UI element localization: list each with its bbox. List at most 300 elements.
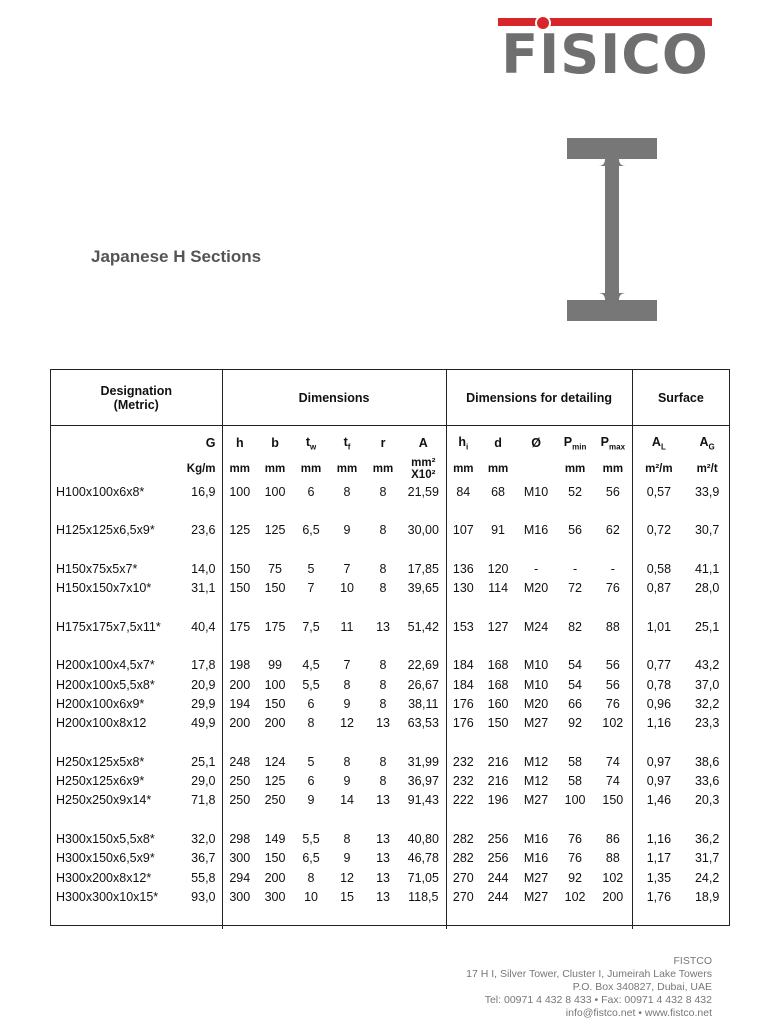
empty-cell xyxy=(480,501,516,520)
value-cell: M27 xyxy=(523,716,549,731)
empty-cell xyxy=(257,907,293,929)
empty-cell xyxy=(685,540,729,559)
footer-line: 17 H I, Silver Tower, Cluster I, Jumeirah Lake Towers xyxy=(466,968,712,980)
value-cell: 56 xyxy=(605,658,620,673)
symbol-cell xyxy=(257,426,293,457)
table-row xyxy=(51,578,729,597)
value-cell: 8 xyxy=(379,658,387,673)
empty-cell xyxy=(685,907,729,929)
unit-text: mm² xyxy=(411,457,436,469)
value-cell: 36,7 xyxy=(191,851,216,866)
value-cell: M12 xyxy=(523,754,549,769)
unit-text: m²/t xyxy=(696,463,718,475)
value-cell: 200 xyxy=(264,716,286,731)
value-cell: 74 xyxy=(605,774,620,789)
value-cell: 66 xyxy=(568,696,583,711)
value-cell: M12 xyxy=(523,774,549,789)
unit-cell xyxy=(222,456,257,482)
empty-cell xyxy=(446,636,480,655)
symbol-subscript: i xyxy=(466,442,469,452)
designation-cell: H200x100x4,5x7* xyxy=(56,658,155,673)
value-cell: 1,17 xyxy=(632,849,685,868)
value-cell: 196 xyxy=(487,793,509,808)
empty-cell xyxy=(365,733,401,752)
empty-cell xyxy=(446,810,480,829)
empty-cell xyxy=(685,501,729,520)
value-cell: 7 xyxy=(307,581,315,596)
designation-cell: H125x125x6,5x9* xyxy=(56,523,155,538)
symbol-subscript: max xyxy=(609,442,626,452)
empty-cell xyxy=(222,907,257,929)
value-cell: 8 xyxy=(343,831,351,846)
symbol-text: A xyxy=(699,434,709,449)
value-cell: 39,65 xyxy=(407,581,439,596)
empty-cell xyxy=(365,598,401,617)
value-cell: 1,76 xyxy=(632,887,685,906)
empty-cell xyxy=(51,540,168,559)
empty-cell xyxy=(685,598,729,617)
empty-cell xyxy=(556,810,594,829)
value-cell: 150 xyxy=(264,581,286,596)
value-cell: 36,2 xyxy=(694,831,720,846)
value-cell: 102 xyxy=(602,716,624,731)
value-cell: 33,6 xyxy=(694,774,720,789)
value-cell: 23,3 xyxy=(694,716,720,731)
value-cell: 0,72 xyxy=(632,521,685,540)
symbol-text: b xyxy=(271,436,279,450)
designation-cell: H250x125x5x8* xyxy=(56,754,145,769)
value-cell: 24,2 xyxy=(694,870,720,885)
value-cell: 14 xyxy=(340,793,354,808)
value-cell: 8 xyxy=(379,561,387,576)
empty-cell xyxy=(168,810,222,829)
unit-text: mm xyxy=(264,463,286,475)
empty-cell xyxy=(594,733,632,752)
value-cell: 13 xyxy=(376,619,390,634)
value-cell: 232 xyxy=(446,771,480,790)
empty-cell xyxy=(556,540,594,559)
value-cell: 114 xyxy=(488,581,509,596)
value-cell: 56 xyxy=(605,677,620,692)
spacer-row xyxy=(51,598,729,617)
value-cell: 12 xyxy=(340,716,354,731)
empty-cell xyxy=(632,733,685,752)
unit-text: mm xyxy=(487,463,509,475)
value-cell: 5,5 xyxy=(302,677,320,692)
empty-cell xyxy=(446,540,480,559)
value-cell: 20,3 xyxy=(694,793,720,808)
empty-cell xyxy=(516,733,556,752)
value-cell: 107 xyxy=(446,521,480,540)
value-cell: 93,0 xyxy=(191,889,216,904)
empty-cell xyxy=(293,540,329,559)
empty-cell xyxy=(168,733,222,752)
table-row xyxy=(51,829,729,848)
empty-cell xyxy=(401,636,446,655)
table-row xyxy=(51,791,729,810)
empty-cell xyxy=(516,810,556,829)
value-cell: 10 xyxy=(340,581,354,596)
value-cell: 9 xyxy=(343,774,351,789)
value-cell: 32,2 xyxy=(694,696,720,711)
empty-cell xyxy=(329,598,365,617)
value-cell: 41,1 xyxy=(694,561,720,576)
table-row xyxy=(51,714,729,733)
empty-cell xyxy=(480,540,516,559)
footer-line: FISTCO xyxy=(673,955,712,967)
value-cell: M16 xyxy=(523,831,549,846)
empty-cell xyxy=(685,733,729,752)
empty-cell xyxy=(293,810,329,829)
symbol-cell xyxy=(632,426,685,457)
value-cell: 54 xyxy=(568,658,583,673)
value-cell: 282 xyxy=(446,829,480,848)
empty-cell xyxy=(480,636,516,655)
value-cell: 20,9 xyxy=(191,677,216,692)
value-cell: 5 xyxy=(307,754,315,769)
empty-cell xyxy=(222,598,257,617)
value-cell: 38,6 xyxy=(694,754,720,769)
empty-cell xyxy=(51,501,168,520)
symbol-text: h xyxy=(458,434,467,449)
empty-cell xyxy=(51,907,168,929)
value-cell: 30,00 xyxy=(407,523,439,538)
empty-cell xyxy=(401,598,446,617)
symbol-cell xyxy=(516,426,556,457)
symbol-subscript: w xyxy=(309,442,317,452)
empty-cell xyxy=(632,501,685,520)
value-cell: 184 xyxy=(446,656,480,675)
unit-text: mm xyxy=(453,463,474,475)
value-cell: 125 xyxy=(264,523,286,538)
symbol-cell xyxy=(401,426,446,457)
unit-cell xyxy=(480,456,516,482)
value-cell: 52 xyxy=(568,484,583,499)
footer-line: P.O. Box 340827, Dubai, UAE xyxy=(572,981,712,993)
value-cell: 194 xyxy=(222,694,257,713)
empty-cell xyxy=(329,540,365,559)
empty-cell xyxy=(594,810,632,829)
designation-cell: H175x175x7,5x11* xyxy=(56,619,161,634)
empty-cell xyxy=(685,810,729,829)
h-beam-icon xyxy=(567,138,657,321)
value-cell: 13 xyxy=(376,889,390,904)
empty-cell xyxy=(594,636,632,655)
value-cell: 71,8 xyxy=(191,793,216,808)
value-cell: 198 xyxy=(222,656,257,675)
logo-wordmark: FISICO xyxy=(501,23,709,86)
value-cell: 150 xyxy=(264,851,286,866)
empty-cell xyxy=(257,540,293,559)
value-cell: 8 xyxy=(343,677,351,692)
value-cell: 150 xyxy=(264,696,286,711)
empty-cell xyxy=(556,598,594,617)
value-cell: 200 xyxy=(222,714,257,733)
empty-cell xyxy=(446,907,480,929)
value-cell: 176 xyxy=(446,714,480,733)
symbol-cell xyxy=(556,426,594,457)
value-cell: 92 xyxy=(568,870,583,885)
value-cell: 58 xyxy=(568,754,583,769)
empty-cell xyxy=(329,501,365,520)
value-cell: 88 xyxy=(605,851,620,866)
value-cell: 63,53 xyxy=(407,716,439,731)
table-row xyxy=(51,694,729,713)
value-cell: M10 xyxy=(523,677,549,692)
symbol-subscript: f xyxy=(347,442,351,452)
value-cell: - xyxy=(610,561,615,576)
value-cell: 56 xyxy=(605,484,620,499)
empty-cell xyxy=(480,598,516,617)
value-cell: 51,42 xyxy=(407,619,439,634)
value-cell: 150 xyxy=(222,578,257,597)
value-cell: 0,87 xyxy=(632,578,685,597)
unit-text: mm xyxy=(300,463,322,475)
value-cell: 120 xyxy=(487,561,509,576)
value-cell: 18,9 xyxy=(694,889,720,904)
value-cell: 36,97 xyxy=(407,774,439,789)
spacer-row xyxy=(51,540,729,559)
empty-cell xyxy=(632,540,685,559)
designation-cell: H250x125x6x9* xyxy=(56,774,145,789)
value-cell: 8 xyxy=(379,677,387,692)
empty-cell xyxy=(168,598,222,617)
symbol-subscript: G xyxy=(708,442,715,452)
value-cell: 222 xyxy=(446,791,480,810)
value-cell: 16,9 xyxy=(191,484,216,499)
unit-cell-blank xyxy=(51,456,168,482)
value-cell: 17,8 xyxy=(191,658,216,673)
value-cell: 175 xyxy=(264,619,286,634)
unit-text: mm xyxy=(564,463,586,475)
value-cell: 6 xyxy=(307,774,315,789)
value-cell: 200 xyxy=(602,889,624,904)
empty-cell xyxy=(365,810,401,829)
symbol-cell xyxy=(446,426,480,457)
symbol-text: Ø xyxy=(531,436,541,450)
value-cell: 31,99 xyxy=(407,754,439,769)
value-cell: M27 xyxy=(523,870,549,885)
value-cell: 5,5 xyxy=(302,831,320,846)
table-row xyxy=(51,675,729,694)
empty-cell xyxy=(329,907,365,929)
header-designation-line: Designation xyxy=(100,383,173,398)
table-row xyxy=(51,752,729,771)
value-cell: 1,46 xyxy=(632,791,685,810)
empty-cell xyxy=(516,636,556,655)
empty-cell xyxy=(51,810,168,829)
company-footer xyxy=(466,955,712,1020)
value-cell: M20 xyxy=(523,696,549,711)
value-cell: 13 xyxy=(376,716,390,731)
value-cell: M27 xyxy=(523,793,549,808)
unit-cell xyxy=(401,456,446,482)
value-cell: M16 xyxy=(523,851,549,866)
unit-cell xyxy=(293,456,329,482)
empty-cell xyxy=(685,636,729,655)
value-cell: 76 xyxy=(605,696,620,711)
value-cell: 40,4 xyxy=(191,619,216,634)
value-cell: 25,1 xyxy=(191,754,216,769)
value-cell: 62 xyxy=(605,523,620,538)
table-row xyxy=(51,559,729,578)
value-cell: 82 xyxy=(568,619,583,634)
symbol-text: A xyxy=(418,436,428,450)
empty-cell xyxy=(556,501,594,520)
value-cell: 8 xyxy=(343,754,351,769)
value-cell: 0,96 xyxy=(632,694,685,713)
value-cell: 31,1 xyxy=(191,581,216,596)
designation-cell: H300x300x10x15* xyxy=(56,889,159,904)
designation-cell: H200x100x5,5x8* xyxy=(56,677,155,692)
empty-cell xyxy=(293,636,329,655)
empty-cell xyxy=(222,733,257,752)
designation-cell: H200x100x8x12 xyxy=(56,716,147,731)
value-cell: 1,16 xyxy=(632,714,685,733)
empty-cell xyxy=(480,810,516,829)
empty-cell xyxy=(168,907,222,929)
value-cell: 216 xyxy=(487,754,509,769)
value-cell: M10 xyxy=(523,484,549,499)
value-cell: 9 xyxy=(343,523,351,538)
empty-cell xyxy=(168,636,222,655)
empty-cell xyxy=(168,501,222,520)
value-cell: 25,1 xyxy=(694,619,720,634)
empty-cell xyxy=(293,733,329,752)
table-row xyxy=(51,771,729,790)
value-cell: 8 xyxy=(343,484,351,499)
unit-text: m²/m xyxy=(645,463,673,475)
unit-text: mm xyxy=(602,463,624,475)
value-cell: 232 xyxy=(446,752,480,771)
value-cell: 43,2 xyxy=(694,658,720,673)
value-cell: 168 xyxy=(487,677,509,692)
empty-cell xyxy=(257,598,293,617)
empty-cell xyxy=(516,907,556,929)
empty-cell xyxy=(401,501,446,520)
value-cell: 13 xyxy=(376,851,390,866)
unit-cell xyxy=(168,456,222,482)
empty-cell xyxy=(401,907,446,929)
symbol-cell xyxy=(168,426,222,457)
symbol-text: P xyxy=(563,434,573,449)
designation-cell: H250x250x9x14* xyxy=(56,793,152,808)
empty-cell xyxy=(257,733,293,752)
value-cell: 26,67 xyxy=(407,677,439,692)
unit-cell xyxy=(594,456,632,482)
value-cell: 1,01 xyxy=(632,617,685,636)
symbol-text: t xyxy=(305,434,310,449)
symbol-text: r xyxy=(380,436,386,450)
value-cell: 118,5 xyxy=(408,889,439,904)
value-cell: 7,5 xyxy=(302,619,320,634)
value-cell: 160 xyxy=(487,696,509,711)
symbol-text: G xyxy=(205,436,216,450)
symbol-row xyxy=(51,426,729,457)
header-designation-line: (Metric) xyxy=(113,397,159,412)
unit-text: mm xyxy=(336,463,358,475)
empty-cell xyxy=(401,733,446,752)
value-cell: 176 xyxy=(446,694,480,713)
unit-cell xyxy=(556,456,594,482)
value-cell: 9 xyxy=(307,793,315,808)
value-cell: 100 xyxy=(264,677,286,692)
value-cell: 0,97 xyxy=(632,752,685,771)
empty-cell xyxy=(632,598,685,617)
value-cell: 298 xyxy=(222,829,257,848)
value-cell: M16 xyxy=(523,523,549,538)
value-cell: 244 xyxy=(487,870,509,885)
empty-cell xyxy=(480,733,516,752)
value-cell: 38,11 xyxy=(408,696,439,711)
value-cell: 32,0 xyxy=(191,831,216,846)
symbol-subscript: min xyxy=(572,442,587,452)
symbol-text: h xyxy=(235,436,244,450)
empty-cell xyxy=(257,810,293,829)
value-cell: 6,5 xyxy=(302,851,320,866)
empty-cell xyxy=(446,733,480,752)
empty-cell xyxy=(516,598,556,617)
value-cell: 22,69 xyxy=(407,658,439,673)
value-cell: 150 xyxy=(222,559,257,578)
empty-cell xyxy=(632,636,685,655)
unit-cell xyxy=(365,456,401,482)
value-cell: 124 xyxy=(264,754,286,769)
header-surface: Surface xyxy=(632,370,729,426)
value-cell: 0,97 xyxy=(632,771,685,790)
value-cell: M10 xyxy=(523,658,549,673)
empty-cell xyxy=(329,810,365,829)
value-cell: 40,80 xyxy=(407,831,439,846)
empty-cell xyxy=(516,540,556,559)
value-cell: 300 xyxy=(222,887,257,906)
empty-cell xyxy=(365,540,401,559)
value-cell: 17,85 xyxy=(407,561,439,576)
unit-text: Kg/m xyxy=(186,463,216,475)
empty-cell xyxy=(222,540,257,559)
empty-cell xyxy=(556,907,594,929)
value-cell: 150 xyxy=(487,716,509,731)
value-cell: 37,0 xyxy=(694,677,720,692)
value-cell: - xyxy=(572,561,578,576)
value-cell: 250 xyxy=(222,771,257,790)
value-cell: 100 xyxy=(564,793,586,808)
designation-cell: H300x150x6,5x9* xyxy=(56,851,155,866)
value-cell: 7 xyxy=(343,561,351,576)
symbol-cell xyxy=(594,426,632,457)
empty-cell xyxy=(51,733,168,752)
value-cell: 75 xyxy=(268,561,282,576)
symbol-text: t xyxy=(343,434,348,449)
value-cell: M24 xyxy=(523,619,549,634)
unit-text: mm xyxy=(372,463,394,475)
value-cell: 1,16 xyxy=(632,829,685,848)
value-cell: 200 xyxy=(222,675,257,694)
value-cell: 13 xyxy=(376,793,390,808)
value-cell: 100 xyxy=(222,482,257,501)
value-cell: 244 xyxy=(487,889,509,904)
empty-cell xyxy=(222,501,257,520)
table-row xyxy=(51,656,729,675)
designation-cell: H300x200x8x12* xyxy=(56,870,152,885)
empty-cell xyxy=(632,907,685,929)
value-cell: 74 xyxy=(605,754,620,769)
value-cell: 13 xyxy=(376,831,390,846)
empty-cell xyxy=(168,540,222,559)
value-cell: 270 xyxy=(446,868,480,887)
table-row xyxy=(51,849,729,868)
header-detailing: Dimensions for detailing xyxy=(446,370,632,426)
